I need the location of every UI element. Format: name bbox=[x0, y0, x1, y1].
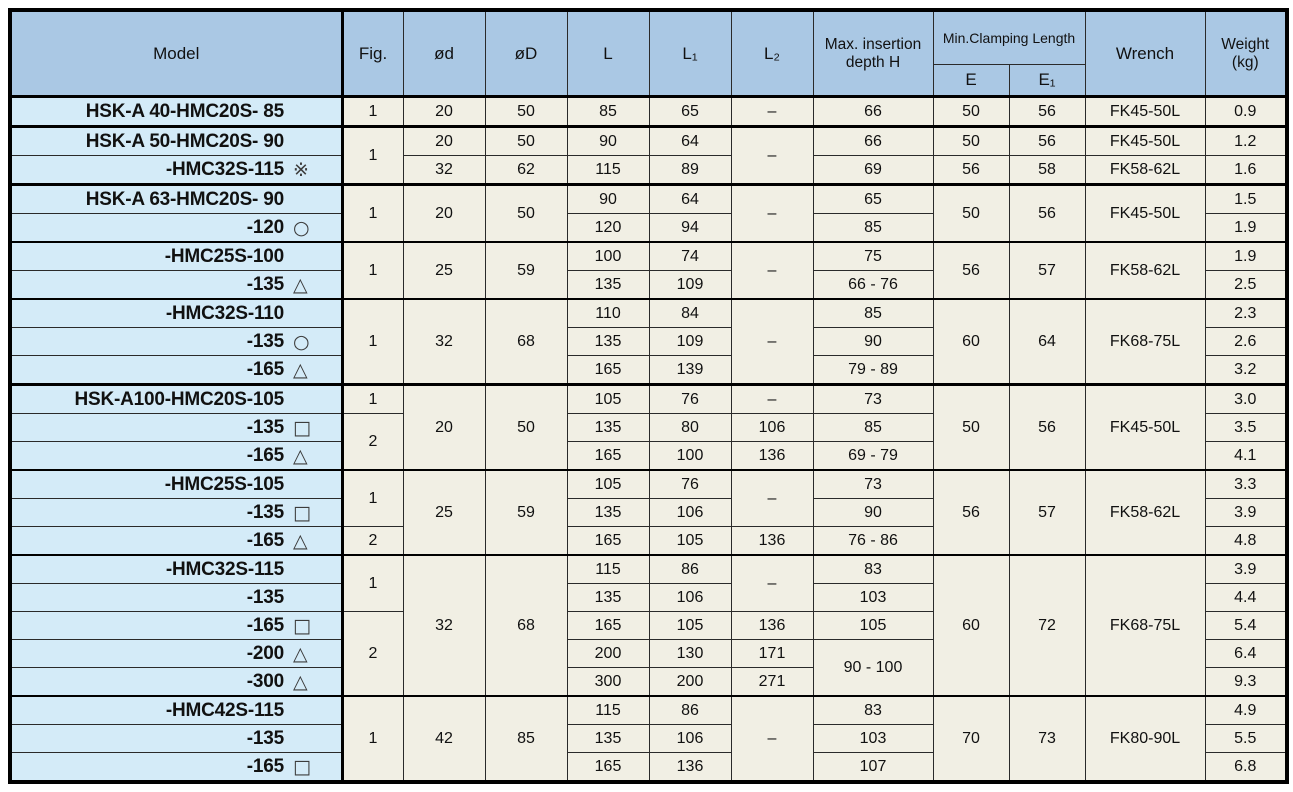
value-cell: 1 bbox=[342, 127, 403, 185]
value-cell: 1 bbox=[342, 97, 403, 127]
model-cell bbox=[10, 527, 342, 556]
model-cell bbox=[10, 753, 342, 783]
model-label: -135 bbox=[246, 727, 284, 749]
value-cell: 73 bbox=[1009, 696, 1085, 782]
value-cell: 105 bbox=[567, 385, 649, 414]
value-cell: 106 bbox=[649, 725, 731, 753]
value-cell: 105 bbox=[813, 612, 933, 640]
value-cell: 120 bbox=[567, 214, 649, 243]
model-cell bbox=[10, 640, 342, 668]
square-mark-icon: □ bbox=[293, 614, 311, 637]
value-cell: 59 bbox=[485, 470, 567, 555]
table-header bbox=[10, 10, 1287, 97]
value-cell: 165 bbox=[567, 612, 649, 640]
value-cell: 130 bbox=[649, 640, 731, 668]
model-label: -HMC32S-115 bbox=[165, 558, 284, 580]
value-cell: 165 bbox=[567, 442, 649, 471]
col-header-wrench: Wrench bbox=[1085, 10, 1205, 97]
value-cell: 109 bbox=[649, 328, 731, 356]
col-header-l2: L₂ bbox=[731, 10, 813, 97]
value-cell: – bbox=[731, 696, 813, 782]
table-row bbox=[10, 385, 1287, 414]
value-cell: – bbox=[731, 470, 813, 527]
triangle-mark-icon: △ bbox=[293, 444, 308, 467]
value-cell: 50 bbox=[933, 385, 1009, 471]
value-cell: 84 bbox=[649, 299, 731, 328]
value-cell: 50 bbox=[485, 127, 567, 156]
value-cell: 136 bbox=[731, 442, 813, 471]
value-cell: 50 bbox=[485, 385, 567, 471]
model-label: -135 bbox=[246, 330, 284, 352]
model-cell bbox=[10, 696, 342, 725]
value-cell: 135 bbox=[567, 271, 649, 300]
value-cell: 0.9 bbox=[1205, 97, 1287, 127]
value-cell: FK68-75L bbox=[1085, 299, 1205, 385]
value-cell: 32 bbox=[403, 555, 485, 696]
value-cell: 115 bbox=[567, 555, 649, 584]
table-row bbox=[10, 185, 1287, 214]
model-label: -135 bbox=[246, 416, 284, 438]
value-cell: 64 bbox=[649, 127, 731, 156]
value-cell: 4.1 bbox=[1205, 442, 1287, 471]
value-cell: 57 bbox=[1009, 242, 1085, 299]
square-mark-icon: □ bbox=[293, 416, 311, 439]
col-header-max-insertion bbox=[813, 10, 933, 97]
spec-table bbox=[8, 8, 1289, 784]
value-cell: 2 bbox=[342, 527, 403, 556]
value-cell: 60 bbox=[933, 299, 1009, 385]
col-header-od: ød bbox=[403, 10, 485, 97]
value-cell: 300 bbox=[567, 668, 649, 697]
value-cell: 136 bbox=[731, 527, 813, 556]
value-cell: 1.2 bbox=[1205, 127, 1287, 156]
value-cell: 85 bbox=[813, 299, 933, 328]
model-cell bbox=[10, 612, 342, 640]
model-label: -165 bbox=[246, 529, 284, 551]
value-cell: 135 bbox=[567, 584, 649, 612]
model-cell bbox=[10, 299, 342, 328]
model-cell bbox=[10, 328, 342, 356]
value-cell: 1 bbox=[342, 470, 403, 527]
value-cell: 106 bbox=[731, 414, 813, 442]
model-label: -165 bbox=[246, 755, 284, 777]
value-cell: 1 bbox=[342, 242, 403, 299]
reference-mark-icon: ※ bbox=[293, 158, 309, 181]
value-cell: 90 bbox=[813, 499, 933, 527]
value-cell: 135 bbox=[567, 328, 649, 356]
model-cell bbox=[10, 668, 342, 697]
value-cell: 83 bbox=[813, 555, 933, 584]
value-cell: 105 bbox=[649, 612, 731, 640]
value-cell: 89 bbox=[649, 156, 731, 185]
value-cell: 1 bbox=[342, 299, 403, 385]
value-cell: 32 bbox=[403, 299, 485, 385]
value-cell: 200 bbox=[649, 668, 731, 697]
square-mark-icon: □ bbox=[293, 501, 311, 524]
value-cell: 1 bbox=[342, 696, 403, 782]
value-cell: 66 - 76 bbox=[813, 271, 933, 300]
model-cell bbox=[10, 470, 342, 499]
value-cell: 4.8 bbox=[1205, 527, 1287, 556]
value-cell: 20 bbox=[403, 185, 485, 243]
value-cell: – bbox=[731, 242, 813, 299]
value-cell: 115 bbox=[567, 696, 649, 725]
value-cell: 90 bbox=[567, 185, 649, 214]
value-cell: 105 bbox=[567, 470, 649, 499]
model-label: -135 bbox=[246, 273, 284, 295]
value-cell: FK45-50L bbox=[1085, 185, 1205, 243]
value-cell: FK58-62L bbox=[1085, 470, 1205, 555]
value-cell: 83 bbox=[813, 696, 933, 725]
table-row bbox=[10, 470, 1287, 499]
value-cell: 100 bbox=[649, 442, 731, 471]
value-cell: 103 bbox=[813, 725, 933, 753]
value-cell: 1 bbox=[342, 185, 403, 243]
value-cell: 65 bbox=[813, 185, 933, 214]
value-cell: 60 bbox=[933, 555, 1009, 696]
value-cell: 20 bbox=[403, 97, 485, 127]
value-cell: 72 bbox=[1009, 555, 1085, 696]
value-cell: 56 bbox=[933, 470, 1009, 555]
value-cell: FK45-50L bbox=[1085, 127, 1205, 156]
value-cell: 103 bbox=[813, 584, 933, 612]
model-cell bbox=[10, 185, 342, 214]
model-label: -HMC42S-115 bbox=[165, 699, 284, 721]
value-cell: 2.3 bbox=[1205, 299, 1287, 328]
value-cell: 135 bbox=[567, 725, 649, 753]
value-cell: 56 bbox=[933, 242, 1009, 299]
value-cell: 4.4 bbox=[1205, 584, 1287, 612]
value-cell: 57 bbox=[1009, 470, 1085, 555]
value-cell: 109 bbox=[649, 271, 731, 300]
value-cell: 70 bbox=[933, 696, 1009, 782]
value-cell: 56 bbox=[1009, 127, 1085, 156]
model-label: -120 bbox=[246, 216, 284, 238]
value-cell: 59 bbox=[485, 242, 567, 299]
value-cell: 1.5 bbox=[1205, 185, 1287, 214]
value-cell: 79 - 89 bbox=[813, 356, 933, 385]
model-label: HSK-A100-HMC20S-105 bbox=[74, 388, 284, 410]
value-cell: 200 bbox=[567, 640, 649, 668]
value-cell: 2.6 bbox=[1205, 328, 1287, 356]
value-cell: 136 bbox=[731, 612, 813, 640]
value-cell: 2 bbox=[342, 612, 403, 697]
spec-table-body bbox=[10, 97, 1287, 783]
value-cell: 271 bbox=[731, 668, 813, 697]
value-cell: 66 bbox=[813, 97, 933, 127]
model-cell bbox=[10, 584, 342, 612]
model-label: -135 bbox=[246, 586, 284, 608]
col-header-l1: L₁ bbox=[649, 10, 731, 97]
value-cell: 85 bbox=[813, 214, 933, 243]
max-insertion-line2: depth H bbox=[845, 53, 901, 71]
triangle-mark-icon: △ bbox=[293, 529, 308, 552]
value-cell: 50 bbox=[933, 97, 1009, 127]
value-cell: 115 bbox=[567, 156, 649, 185]
value-cell: 85 bbox=[485, 696, 567, 782]
value-cell: – bbox=[731, 385, 813, 414]
value-cell: 110 bbox=[567, 299, 649, 328]
value-cell: 62 bbox=[485, 156, 567, 185]
model-label: -HMC32S-110 bbox=[165, 302, 284, 324]
model-label: -200 bbox=[246, 642, 284, 664]
value-cell: 6.8 bbox=[1205, 753, 1287, 783]
value-cell: 4.9 bbox=[1205, 696, 1287, 725]
value-cell: 2 bbox=[342, 414, 403, 471]
value-cell: 42 bbox=[403, 696, 485, 782]
value-cell: – bbox=[731, 97, 813, 127]
model-label: -165 bbox=[246, 358, 284, 380]
value-cell: 3.3 bbox=[1205, 470, 1287, 499]
value-cell: 64 bbox=[649, 185, 731, 214]
value-cell: 74 bbox=[649, 242, 731, 271]
model-cell bbox=[10, 271, 342, 300]
value-cell: 50 bbox=[933, 185, 1009, 243]
model-label: HSK-A 50-HMC20S- 90 bbox=[85, 130, 284, 152]
value-cell: 68 bbox=[485, 555, 567, 696]
value-cell: 86 bbox=[649, 696, 731, 725]
table-row bbox=[10, 127, 1287, 156]
model-cell bbox=[10, 725, 342, 753]
value-cell: 9.3 bbox=[1205, 668, 1287, 697]
table-row bbox=[10, 555, 1287, 584]
value-cell: 107 bbox=[813, 753, 933, 783]
circle-mark-icon: ○ bbox=[293, 216, 310, 239]
value-cell: 56 bbox=[1009, 185, 1085, 243]
value-cell: FK58-62L bbox=[1085, 242, 1205, 299]
value-cell: 85 bbox=[567, 97, 649, 127]
value-cell: 1.6 bbox=[1205, 156, 1287, 185]
value-cell: 86 bbox=[649, 555, 731, 584]
table-row bbox=[10, 299, 1287, 328]
value-cell: 68 bbox=[485, 299, 567, 385]
value-cell: 135 bbox=[567, 414, 649, 442]
value-cell: 76 bbox=[649, 470, 731, 499]
value-cell: 165 bbox=[567, 527, 649, 556]
value-cell: 25 bbox=[403, 242, 485, 299]
value-cell: 56 bbox=[1009, 97, 1085, 127]
triangle-mark-icon: △ bbox=[293, 273, 308, 296]
value-cell: FK45-50L bbox=[1085, 385, 1205, 471]
value-cell: 90 bbox=[567, 127, 649, 156]
model-cell bbox=[10, 156, 342, 185]
col-header-oD: øD bbox=[485, 10, 567, 97]
value-cell: 66 bbox=[813, 127, 933, 156]
value-cell: 139 bbox=[649, 356, 731, 385]
value-cell: 75 bbox=[813, 242, 933, 271]
value-cell: 20 bbox=[403, 127, 485, 156]
model-label: -165 bbox=[246, 444, 284, 466]
value-cell: 25 bbox=[403, 470, 485, 555]
col-header-fig: Fig. bbox=[342, 10, 403, 97]
value-cell: 56 bbox=[1009, 385, 1085, 471]
value-cell: 136 bbox=[649, 753, 731, 783]
value-cell: 73 bbox=[813, 470, 933, 499]
value-cell: 73 bbox=[813, 385, 933, 414]
table-row bbox=[10, 97, 1287, 127]
value-cell: – bbox=[731, 127, 813, 185]
value-cell: FK68-75L bbox=[1085, 555, 1205, 696]
value-cell: FK45-50L bbox=[1085, 97, 1205, 127]
value-cell: 100 bbox=[567, 242, 649, 271]
value-cell: – bbox=[731, 185, 813, 243]
value-cell: 65 bbox=[649, 97, 731, 127]
col-header-min-clamping: Min.Clamping Length bbox=[933, 10, 1085, 65]
model-label: HSK-A 63-HMC20S- 90 bbox=[85, 188, 284, 210]
value-cell: 69 bbox=[813, 156, 933, 185]
value-cell: 76 bbox=[649, 385, 731, 414]
value-cell: 135 bbox=[567, 499, 649, 527]
value-cell: 3.0 bbox=[1205, 385, 1287, 414]
value-cell: 50 bbox=[485, 97, 567, 127]
value-cell: 1 bbox=[342, 555, 403, 612]
col-header-model: Model bbox=[10, 10, 342, 97]
value-cell: 80 bbox=[649, 414, 731, 442]
model-label: -HMC32S-115 bbox=[165, 158, 284, 180]
model-label: -300 bbox=[246, 670, 284, 692]
model-cell bbox=[10, 555, 342, 584]
table-row bbox=[10, 696, 1287, 725]
value-cell: 50 bbox=[933, 127, 1009, 156]
value-cell: 50 bbox=[485, 185, 567, 243]
value-cell: 76 - 86 bbox=[813, 527, 933, 556]
value-cell: 56 bbox=[933, 156, 1009, 185]
value-cell: 1 bbox=[342, 385, 403, 414]
value-cell: – bbox=[731, 555, 813, 612]
square-mark-icon: □ bbox=[293, 755, 311, 778]
model-cell bbox=[10, 385, 342, 414]
max-insertion-line1: Max. insertion bbox=[824, 35, 922, 53]
header-row-1 bbox=[10, 10, 1287, 65]
model-label: -135 bbox=[246, 501, 284, 523]
value-cell: 90 bbox=[813, 328, 933, 356]
value-cell: 6.4 bbox=[1205, 640, 1287, 668]
value-cell: 105 bbox=[649, 527, 731, 556]
table-row bbox=[10, 156, 1287, 185]
triangle-mark-icon: △ bbox=[293, 358, 308, 381]
value-cell: 2.5 bbox=[1205, 271, 1287, 300]
triangle-mark-icon: △ bbox=[293, 642, 308, 665]
value-cell: 20 bbox=[403, 385, 485, 471]
value-cell: 85 bbox=[813, 414, 933, 442]
weight-line1: Weight bbox=[1221, 35, 1270, 53]
model-cell bbox=[10, 214, 342, 243]
value-cell: 64 bbox=[1009, 299, 1085, 385]
value-cell: 58 bbox=[1009, 156, 1085, 185]
value-cell: 94 bbox=[649, 214, 731, 243]
col-header-e1: E₁ bbox=[1009, 65, 1085, 97]
model-cell bbox=[10, 127, 342, 156]
value-cell: 171 bbox=[731, 640, 813, 668]
value-cell: 5.5 bbox=[1205, 725, 1287, 753]
model-cell bbox=[10, 242, 342, 271]
value-cell: 3.5 bbox=[1205, 414, 1287, 442]
value-cell: 32 bbox=[403, 156, 485, 185]
col-header-e: E bbox=[933, 65, 1009, 97]
value-cell: 3.9 bbox=[1205, 499, 1287, 527]
circle-mark-icon: ○ bbox=[293, 330, 310, 353]
col-header-l: L bbox=[567, 10, 649, 97]
value-cell: 106 bbox=[649, 499, 731, 527]
value-cell: 5.4 bbox=[1205, 612, 1287, 640]
value-cell: 69 - 79 bbox=[813, 442, 933, 471]
model-label: -HMC25S-100 bbox=[164, 245, 284, 267]
value-cell: 106 bbox=[649, 584, 731, 612]
triangle-mark-icon: △ bbox=[293, 670, 308, 693]
value-cell: 165 bbox=[567, 753, 649, 783]
model-label: -HMC25S-105 bbox=[164, 473, 284, 495]
value-cell: 165 bbox=[567, 356, 649, 385]
value-cell: FK58-62L bbox=[1085, 156, 1205, 185]
model-cell bbox=[10, 414, 342, 442]
value-cell: 90 - 100 bbox=[813, 640, 933, 697]
model-cell bbox=[10, 356, 342, 385]
weight-line2: (kg) bbox=[1231, 53, 1259, 71]
model-cell bbox=[10, 499, 342, 527]
value-cell: 3.9 bbox=[1205, 555, 1287, 584]
value-cell: 1.9 bbox=[1205, 242, 1287, 271]
value-cell: – bbox=[731, 299, 813, 385]
model-cell bbox=[10, 442, 342, 471]
model-label: -165 bbox=[246, 614, 284, 636]
model-cell bbox=[10, 97, 342, 127]
value-cell: FK80-90L bbox=[1085, 696, 1205, 782]
value-cell: 3.2 bbox=[1205, 356, 1287, 385]
value-cell: 1.9 bbox=[1205, 214, 1287, 243]
model-label: HSK-A 40-HMC20S- 85 bbox=[85, 100, 284, 122]
table-row bbox=[10, 242, 1287, 271]
col-header-weight bbox=[1205, 10, 1287, 97]
